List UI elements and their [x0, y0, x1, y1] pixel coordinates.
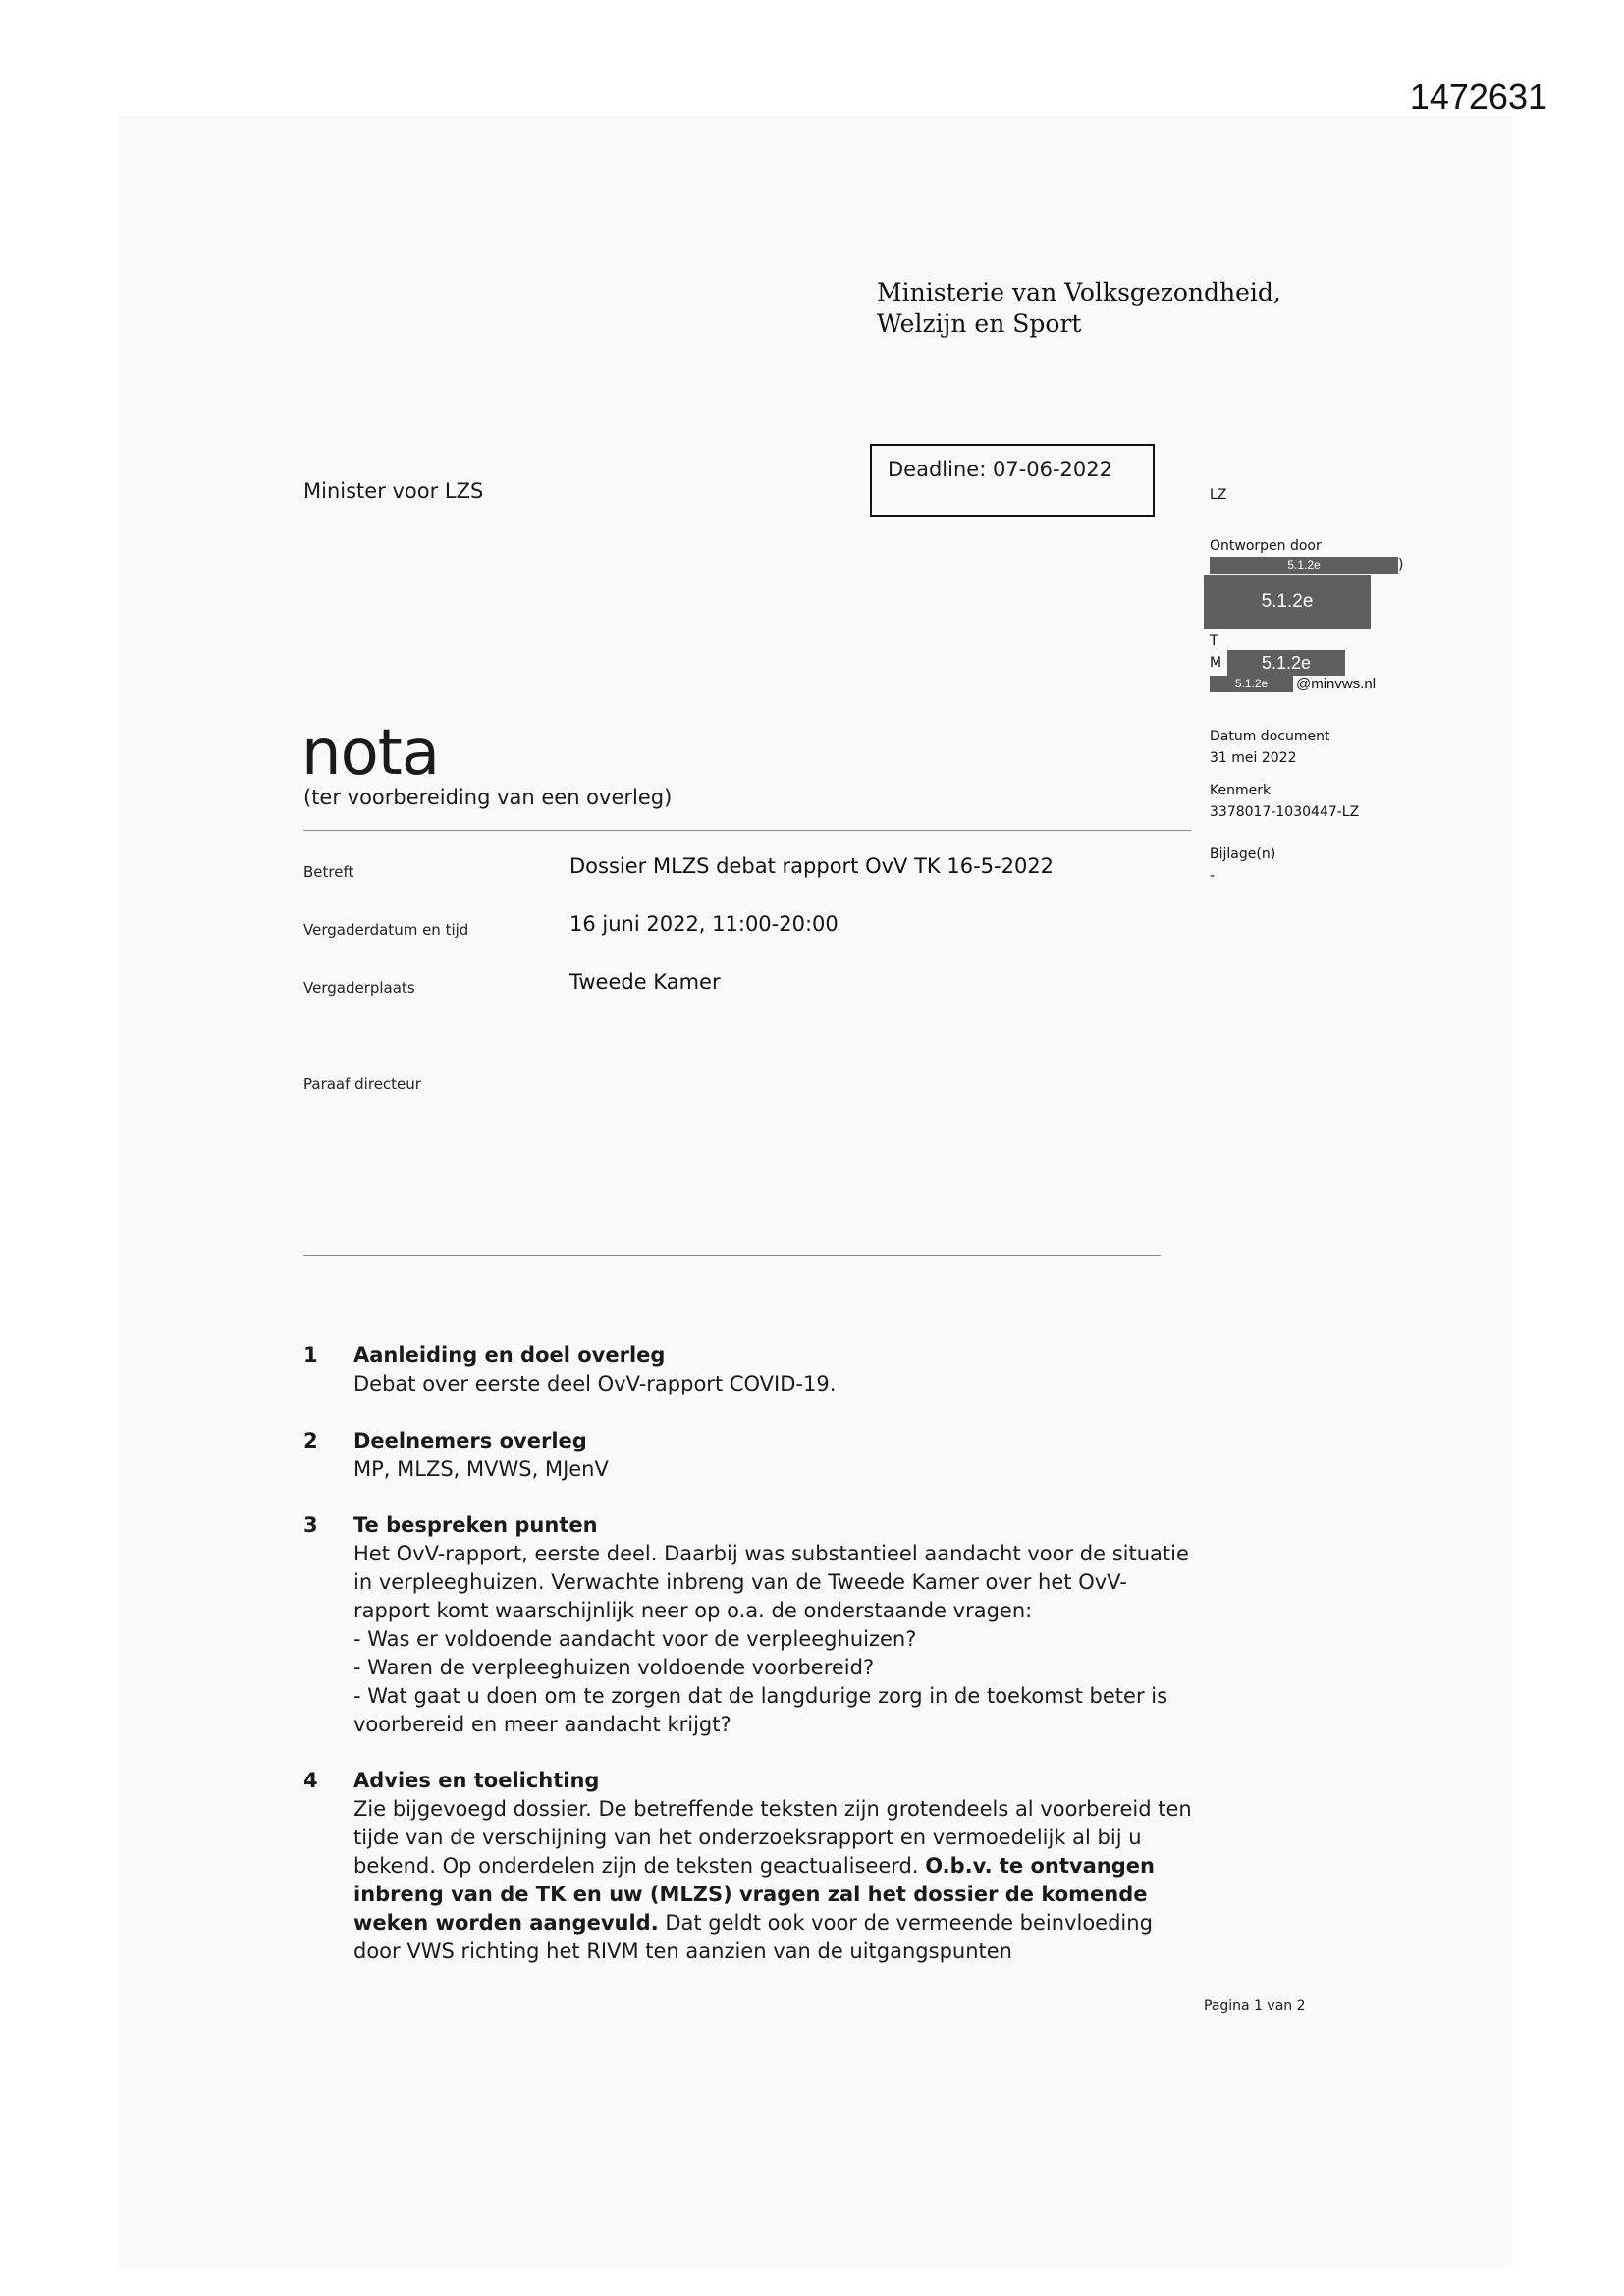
section-number: 3 — [303, 1513, 318, 1537]
section-body-emphasis: O.b.v. te ontvangen inbreng van de TK en uw (MLZS) vragen zal het dossier de komende weken worden aangevuld. — [353, 1854, 1155, 1935]
section-body: MP, MLZS, MVWS, MJenV — [353, 1457, 609, 1481]
bullet-item: - Waren de verpleeghuizen voldoende voorbereid? — [353, 1656, 875, 1679]
section-heading: Advies en toelichting — [353, 1769, 600, 1792]
meta-label-location: Vergaderplaats — [303, 979, 415, 997]
document-number: 1472631 — [1409, 77, 1547, 117]
section-heading: Aanleiding en doel overleg — [353, 1343, 666, 1367]
signature-rule — [303, 1255, 1161, 1256]
ministry-line-2: Welzijn en Sport — [877, 309, 1082, 338]
redaction-block: 5.1.2e — [1210, 557, 1398, 574]
date-label: Datum document — [1210, 729, 1330, 744]
section-body: Zie bijgevoegd dossier. De betreffende teksten zijn grotendeels al voorbereid ten tijde van de verschijning van het onderzoeksrapport en vermoedelijk al bij u bekend. Op onderdelen zijn de teksten geactualiseerd. O.b.v. te ontvangen inbreng van de TK en uw (MLZS) vragen zal het dossier de komende weken worden aangevuld. Dat geldt ook voor de vermeende beinvloeding door VWS richting het RIVM ten aanzien van de uitgangspunten — [353, 1797, 1192, 1963]
title-rule — [303, 830, 1191, 831]
paraaf-label: Paraaf directeur — [303, 1075, 421, 1093]
recipient: Minister voor LZS — [303, 479, 484, 503]
reference-value: 3378017-1030447-LZ — [1210, 804, 1360, 820]
meta-value-datetime: 16 juni 2022, 11:00-20:00 — [569, 912, 839, 936]
deadline-box — [870, 444, 1155, 517]
section-body: Het OvV-rapport, eerste deel. Daarbij was substantieel aandacht voor de situatie in verpleeghuizen. Verwachte inbreng van de Tweede Kamer over het OvV-rapport komt waarschijnlijk neer op o.a. de onderstaande vragen: — [353, 1542, 1189, 1622]
section-number: 4 — [303, 1769, 318, 1792]
attachments-label: Bijlage(n) — [1210, 847, 1276, 862]
section-body: Debat over eerste deel OvV-rapport COVID-19. — [353, 1372, 837, 1395]
redaction-paren: ) — [1398, 557, 1404, 573]
redaction-block: 5.1.2e — [1204, 575, 1371, 629]
document-title: nota — [301, 717, 440, 790]
redaction-block: 5.1.2e — [1227, 650, 1345, 676]
ministry-name — [877, 277, 1281, 340]
meta-label-subject: Betreft — [303, 863, 354, 881]
department: LZ — [1210, 487, 1227, 503]
bullet-item: - Was er voldoende aandacht voor de verpleeghuizen? — [353, 1627, 917, 1651]
reference-label: Kenmerk — [1210, 783, 1272, 798]
bullet-item: - Wat gaat u doen om te zorgen dat de langdurige zorg in de toekomst beter is voorbereid en meer aandacht krijgt? — [353, 1684, 1168, 1736]
designed-by-label: Ontworpen door — [1210, 538, 1322, 554]
section-2 — [353, 1427, 1198, 1484]
attachments-value: - — [1210, 868, 1216, 884]
meta-label-datetime: Vergaderdatum en tijd — [303, 921, 469, 939]
section-1 — [353, 1341, 1198, 1398]
page-footer: Pagina 1 van 2 — [1204, 1998, 1306, 2014]
phone-label: T — [1210, 633, 1218, 649]
deadline-text: Deadline: 07-06-2022 — [888, 458, 1112, 481]
email-suffix: @minvws.nl — [1296, 676, 1377, 692]
document-subtitle: (ter voorbereiding van een overleg) — [303, 786, 673, 809]
section-4 — [353, 1767, 1198, 1966]
mobile-label: M — [1210, 655, 1222, 671]
section-number: 2 — [303, 1429, 318, 1452]
meta-value-subject: Dossier MLZS debat rapport OvV TK 16-5-2022 — [569, 854, 1055, 878]
section-3 — [353, 1511, 1198, 1739]
meta-value-location: Tweede Kamer — [569, 970, 721, 994]
section-heading: Te bespreken punten — [353, 1513, 598, 1537]
section-number: 1 — [303, 1343, 318, 1367]
section-heading: Deelnemers overleg — [353, 1429, 587, 1452]
ministry-line-1: Ministerie van Volksgezondheid, — [877, 278, 1281, 306]
redaction-block: 5.1.2e — [1210, 676, 1293, 692]
date-value: 31 mei 2022 — [1210, 750, 1297, 766]
